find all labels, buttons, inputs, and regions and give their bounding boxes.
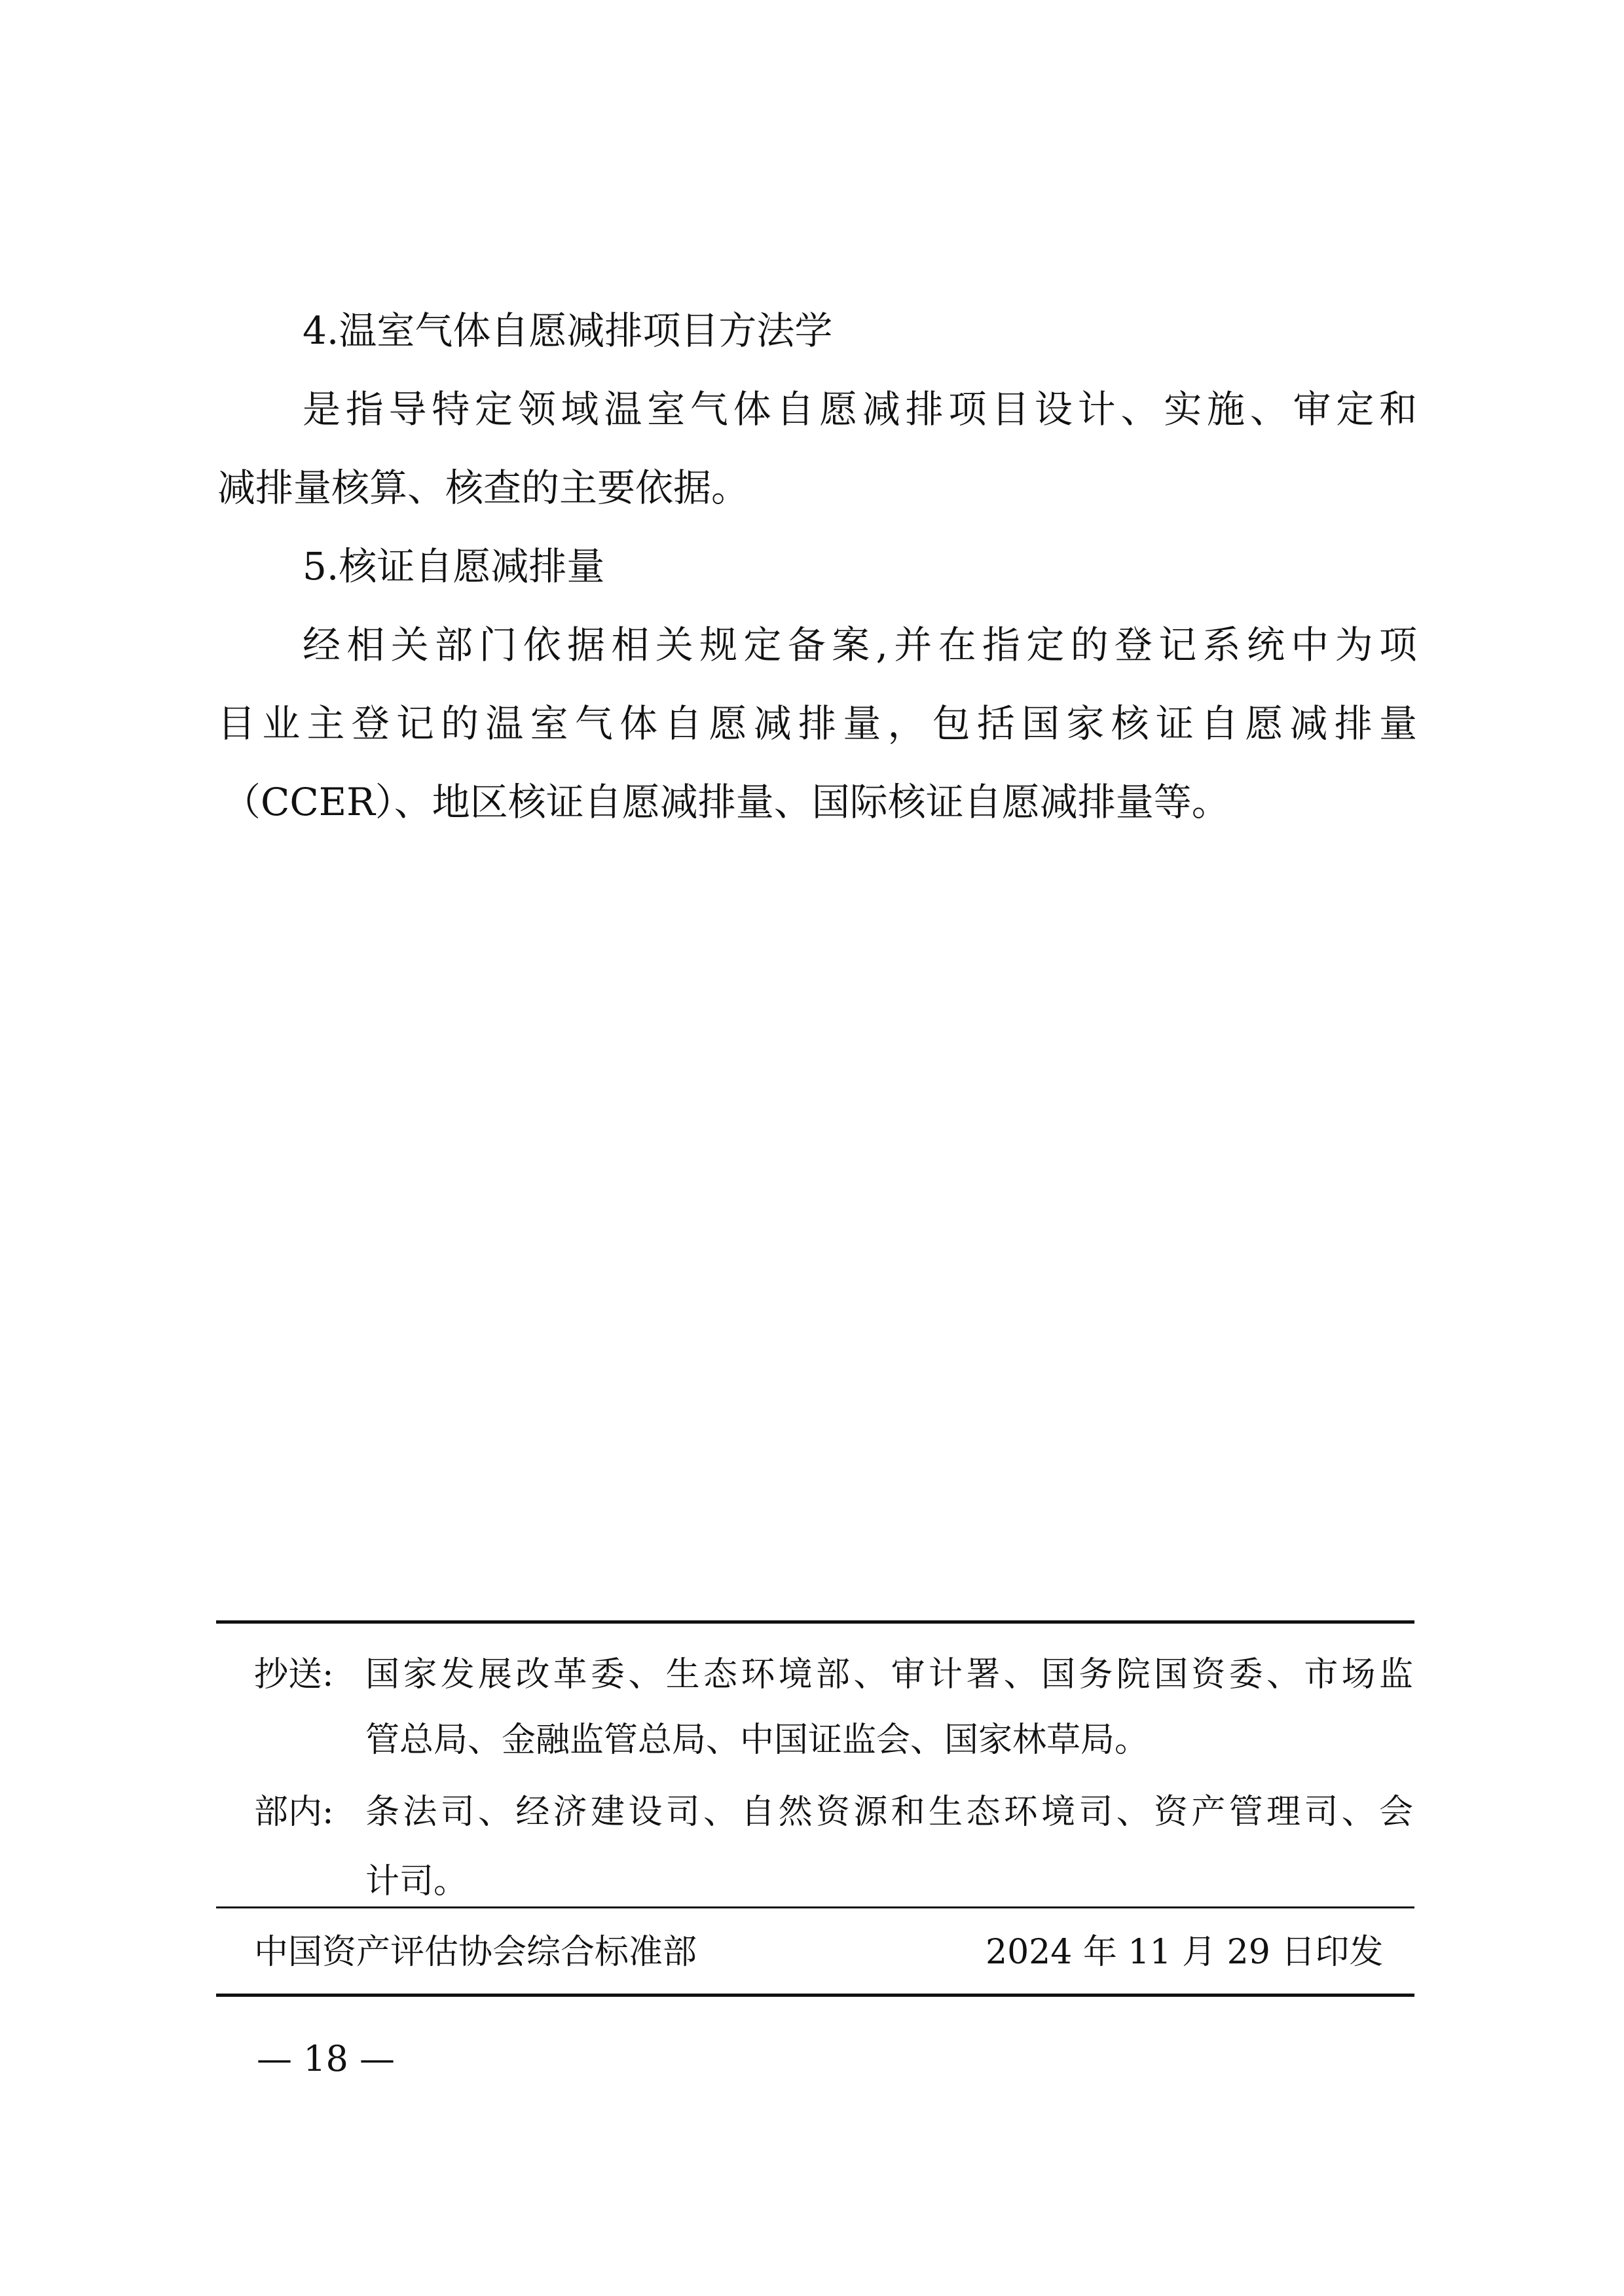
section-4-paragraph-line-1: 是指导特定领域温室气体自愿减排项目设计、实施、审定和 (303, 387, 1417, 431)
section-4-heading: 4.温室气体自愿减排项目方法学 (303, 308, 833, 353)
internal-recipients-line-1: 条法司、经济建设司、自然资源和生态环境司、资产管理司、会 (365, 1793, 1413, 1832)
footer-middle-rule (216, 1906, 1414, 1908)
issuer-name: 中国资产评估协会综合标准部 (254, 1933, 697, 1972)
footer-bottom-rule (216, 1994, 1414, 1997)
cc-recipients-line-2: 管总局、金融监管总局、中国证监会、国家林草局。 (365, 1721, 1149, 1760)
cc-recipients-line-1: 国家发展改革委、生态环境部、审计署、国务院国资委、市场监 (365, 1655, 1413, 1694)
internal-label: 部内: (254, 1793, 334, 1832)
section-5-paragraph-line-2: 目业主登记的温室气体自愿减排量，包括国家核证自愿减排量 (217, 701, 1417, 746)
cc-label: 抄送: (254, 1655, 334, 1694)
internal-recipients-line-2: 计司。 (365, 1862, 468, 1901)
page-number: — 18 — (257, 2038, 396, 2079)
section-4-paragraph-line-2: 减排量核算、核查的主要依据。 (217, 465, 750, 510)
footer-top-rule (216, 1620, 1414, 1624)
issue-date: 2024 年 11 月 29 日印发 (986, 1933, 1384, 1972)
section-5-paragraph-line-1: 经相关部门依据相关规定备案,并在指定的登记系统中为项 (303, 623, 1417, 667)
section-5-paragraph-line-3: （CCER）、地区核证自愿减排量、国际核证自愿减排量等。 (223, 780, 1230, 824)
section-5-heading: 5.核证自愿减排量 (303, 544, 605, 589)
